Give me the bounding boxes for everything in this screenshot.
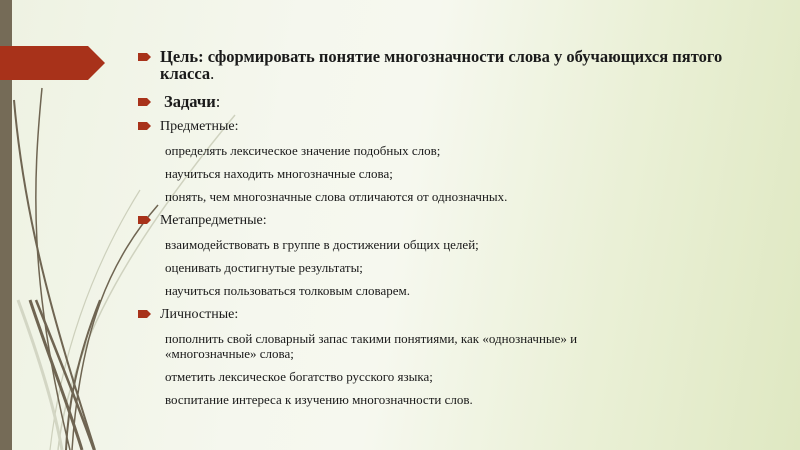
category-label: Личностные: [160,307,239,322]
category-label: Предметные: [160,119,239,134]
goal-punct: . [210,64,215,83]
category-metasubject [138,212,758,229]
goal-item [138,48,758,82]
list-item: научиться пользоваться толковым словарем. [165,283,411,298]
red-arrow-bullet-icon [138,98,151,106]
list-item: научиться находить многозначные слова; [165,166,393,181]
list-item: взаимодействовать в группе в достижении общих целей; [165,237,479,252]
category-personal [138,306,758,323]
list-item: понять, чем многозначные слова отличаются от однозначных. [165,189,508,204]
list-item: отметить лексическое богатство русского языка; [165,369,433,384]
list-item: пополнить свой словарный запас такими понятиями, как «однозначные» и «многозначные» слова; [165,331,578,361]
list-item: определять лексическое значение подобных слов; [165,143,441,158]
category-subject [138,118,758,135]
slide-content [138,48,758,415]
red-arrow-bullet-icon [138,310,151,318]
list-item: оценивать достигнутые результаты; [165,260,363,275]
red-arrow-bullet-icon [138,53,151,61]
red-arrow-banner-icon [0,46,110,82]
tasks-punct: : [215,92,221,111]
red-arrow-bullet-icon [138,122,151,130]
category-label: Метапредметные: [160,213,267,228]
tasks-heading [138,93,758,111]
goal-text: Цель: сформировать понятие многозначности слова у обучающихся пятого класса [160,47,723,83]
list-item: воспитание интереса к изучению многозначности слов. [165,392,473,407]
tasks-label: Задачи [164,92,216,111]
red-arrow-bullet-icon [138,216,151,224]
